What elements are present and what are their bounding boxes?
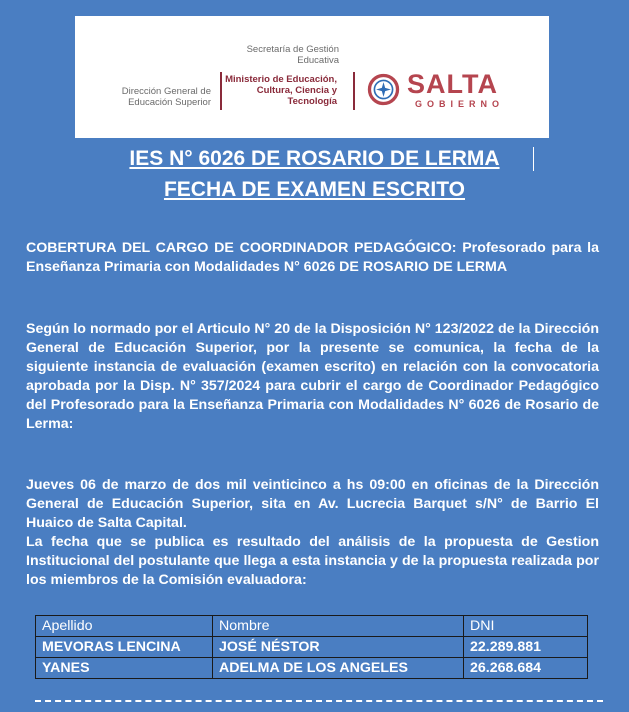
- cell-dni: 22.289.881: [464, 637, 588, 658]
- header-divider: [220, 72, 222, 110]
- header-apellido: Apellido: [36, 616, 213, 637]
- table-header-row: [36, 616, 588, 637]
- cell-apellido: YANES: [36, 658, 213, 679]
- text-cursor: [533, 147, 534, 171]
- cell-dni: 26.268.684: [464, 658, 588, 679]
- regulation-paragraph: Según lo normado por el Articulo N° 20 de la Disposición N° 123/2022 de la Dirección General de Educación Superior, por la presente se comunica, la fecha de la siguiente instancia de evaluación (examen escrito) en relación con la convocatoria aprobada por la Disp. N° 357/2024 para cubrir el cargo de Coordinador Pedagógico del Profesorado para la Enseñanza Primaria con Modalidades N° 6026 de Rosario de Lerma:: [26, 321, 599, 432]
- cell-nombre: ADELMA DE LOS ANGELES: [213, 658, 464, 679]
- salta-emblem-icon: [367, 73, 400, 106]
- salta-wordmark: SALTA: [407, 69, 498, 99]
- dashed-separator: [35, 700, 603, 702]
- ministerio-label: Ministerio de Educación, Cultura, Ciencia y Tecnología: [225, 74, 337, 107]
- direccion-label: Dirección General de Educación Superior: [121, 86, 211, 108]
- exam-basis-paragraph: La fecha que se publica es resultado del análisis de la propuesta de Gestion Institucional del postulante que llega a esta instancia y de la propuesta realizada por los miembros de la Comisión evaluadora:: [26, 534, 599, 588]
- page-title: IES N° 6026 DE ROSARIO DE LERMA: [129, 147, 500, 170]
- secretaria-label: Secretaría de Gestión Educativa: [246, 44, 339, 66]
- table-row: [36, 637, 588, 658]
- cell-nombre: JOSÉ NÉSTOR: [213, 637, 464, 658]
- header-nombre: Nombre: [213, 616, 464, 637]
- cell-apellido: MEVORAS LENCINA: [36, 637, 213, 658]
- table-row: [36, 658, 588, 679]
- candidates-table: [35, 615, 588, 679]
- exam-date-paragraph: Jueves 06 de marzo de dos mil veinticinco a hs 09:00 en oficinas de la Dirección General de Educación Superior, sita en Av. Lucrecia Barquet s/N° de Barrio El Huaico de Salta Capital.: [26, 477, 599, 531]
- header-dni: DNI: [464, 616, 588, 637]
- coverage-paragraph: COBERTURA DEL CARGO DE COORDINADOR PEDAGÓGICO: Profesorado para la Enseñanza Primaria con Modalidades N° 6026 DE ROSARIO DE LERMA: [26, 240, 599, 275]
- page-subtitle: FECHA DE EXAMEN ESCRITO: [163, 178, 466, 201]
- header-banner: [75, 16, 549, 138]
- header-divider: [353, 72, 355, 110]
- gobierno-wordmark: GOBIERNO: [415, 99, 505, 109]
- exam-details: [26, 476, 599, 590]
